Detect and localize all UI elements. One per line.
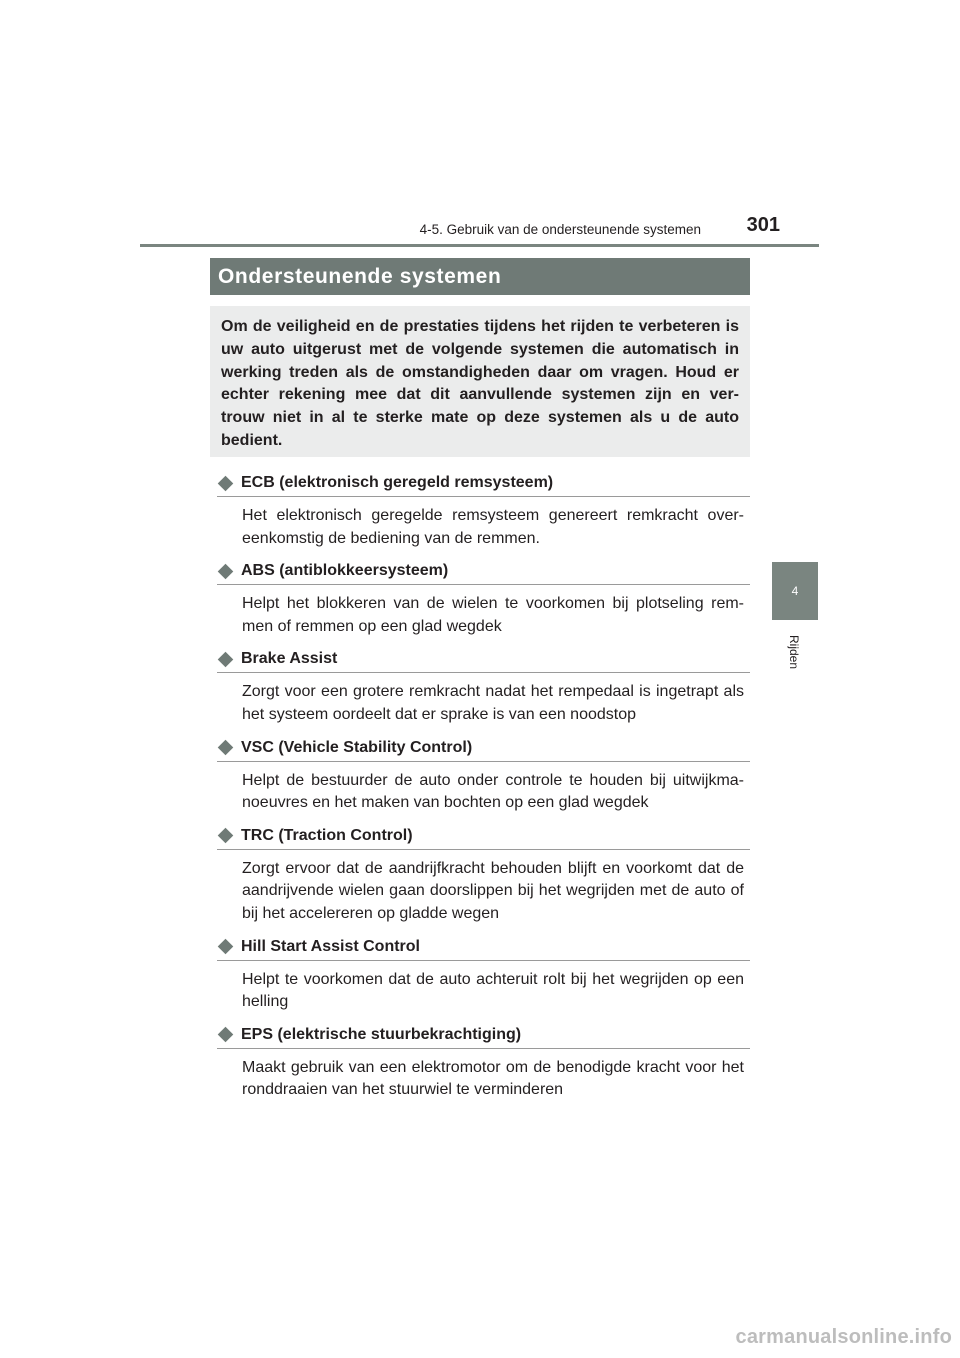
section-title: Ondersteunende systemen (218, 265, 502, 288)
feature-hill-start-assist (217, 934, 750, 1014)
intro-box (210, 306, 750, 457)
feature-description: Zorgt ervoor dat de aandrijfkracht behouden blijft en voorkomt dat de aandrijvende wielen gaan doorslippen bij het wegrijden met de auto of bij het accelereren op gladde wegen (242, 859, 744, 922)
feature-heading-text: EPS (elektrische stuurbekrachtiging) (241, 1025, 522, 1043)
feature-abs (217, 558, 750, 638)
feature-heading (217, 1022, 750, 1049)
running-header: 4-5. Gebruik van de ondersteunende systemen (419, 222, 701, 237)
feature-heading-text: ABS (antiblokkeersysteem) (241, 562, 449, 580)
feature-heading (217, 934, 750, 961)
diamond-bullet-icon (218, 652, 234, 668)
feature-heading (217, 823, 750, 850)
feature-description: Helpt het blokkeren van de wielen te voorkomen bij plotseling rem- men of remmen op een glad wegdek (242, 595, 744, 635)
feature-heading (217, 470, 750, 497)
feature-vsc (217, 735, 750, 815)
feature-eps (217, 1022, 750, 1102)
diamond-bullet-icon (218, 1027, 234, 1043)
feature-description: Zorgt voor een grotere remkracht nadat het rempedaal is ingetrapt als het systeem oordeelt dat er sprake is van een noodstop (242, 683, 744, 723)
intro-text: Om de veiligheid en de prestaties tijdens het rijden te verbeteren is uw auto uitgerust met de volgende systemen die automatisch in werking treden als de omstandigheden daar om vragen. Houd er echter rekening mee dat dit aanvullende systemen zijn en ver- trouw niet in al te sterke mate op deze systemen als u de auto bedient. (221, 318, 739, 449)
feature-heading-text: Hill Start Assist Control (241, 937, 420, 955)
feature-heading-text: VSC (Vehicle Stability Control) (241, 738, 473, 756)
feature-heading-text: TRC (Traction Control) (241, 826, 413, 844)
feature-description: Helpt te voorkomen dat de auto achteruit rolt bij het wegrijden op een helling (242, 970, 744, 1011)
feature-brake-assist (217, 646, 750, 726)
feature-trc (217, 823, 750, 926)
diamond-bullet-icon (218, 475, 234, 491)
watermark: carmanualsonline.info (735, 1326, 952, 1348)
feature-description: Maakt gebruik van een elektromotor om de benodigde kracht voor het ronddraaien van het stuurwiel te verminderen (242, 1058, 744, 1099)
feature-heading-text: Brake Assist (241, 650, 338, 668)
chapter-label: Rijden (787, 634, 801, 670)
feature-heading-text: ECB (elektronisch geregeld remsysteem) (241, 474, 554, 491)
feature-list (217, 470, 750, 1110)
section-title-bar (210, 258, 750, 295)
page-number: 301 (746, 214, 780, 236)
feature-ecb (217, 470, 750, 550)
chapter-number: 4 (791, 584, 799, 598)
feature-description: Het elektronisch geregelde remsysteem genereert remkracht over- eenkomstig de bediening van de remmen. (242, 507, 744, 547)
feature-heading (217, 558, 750, 585)
header-divider (140, 244, 819, 247)
diamond-bullet-icon (218, 563, 234, 579)
feature-heading (217, 646, 750, 673)
diamond-bullet-icon (218, 939, 234, 955)
feature-heading (217, 735, 750, 762)
feature-description: Helpt de bestuurder de auto onder controle te houden bij uitwijkma- noeuvres en het maken van bochten op een glad wegdek (242, 771, 744, 812)
diamond-bullet-icon (218, 740, 234, 756)
diamond-bullet-icon (218, 828, 234, 844)
